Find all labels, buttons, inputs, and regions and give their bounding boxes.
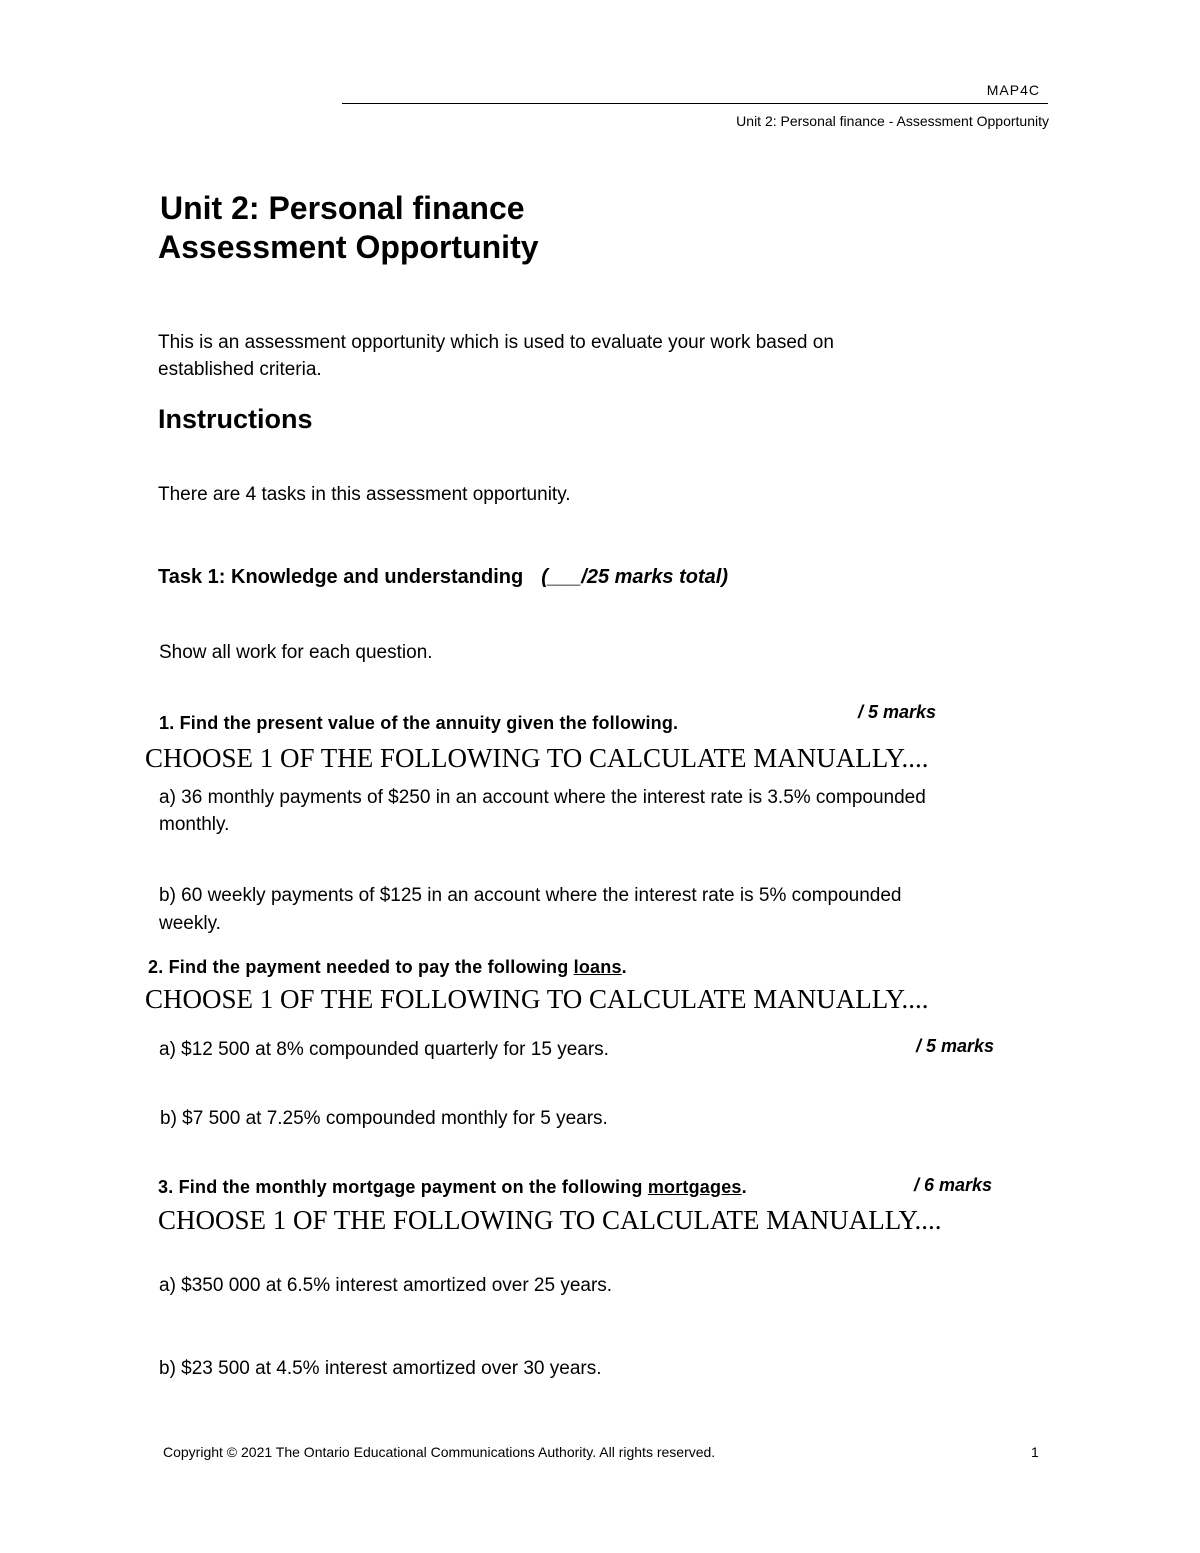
tasks-note: There are 4 tasks in this assessment opportunity.: [158, 484, 571, 505]
intro-line-2: established criteria.: [158, 359, 322, 380]
question-3-option-a: a) $350 000 at 6.5% interest amortized over 25 years.: [159, 1275, 613, 1296]
show-work-note: Show all work for each question.: [159, 642, 433, 663]
question-1-marks: / 5 marks: [858, 702, 937, 722]
footer-page-number: 1: [1031, 1444, 1039, 1460]
question-3-period: .: [741, 1177, 747, 1197]
question-2-period: .: [621, 957, 627, 977]
course-code: MAP4C: [986, 82, 1040, 98]
header-rule: [342, 103, 1048, 104]
question-3-marks: / 6 marks: [914, 1175, 993, 1195]
instructions-heading: Instructions: [158, 404, 313, 434]
footer-copyright: Copyright © 2021 The Ontario Educational Communications Authority. All rights reserved.: [163, 1444, 716, 1460]
question-1-option-b-line-2: weekly.: [159, 913, 221, 934]
intro-line-1: This is an assessment opportunity which is used to evaluate your work based on: [158, 332, 834, 353]
question-2-choose-note: CHOOSE 1 OF THE FOLLOWING TO CALCULATE MANUALLY....: [145, 984, 929, 1014]
question-1-option-a-line-1: a) 36 monthly payments of $250 in an account where the interest rate is 3.5% compounded: [159, 787, 926, 808]
question-1-choose-note: CHOOSE 1 OF THE FOLLOWING TO CALCULATE MANUALLY....: [145, 743, 929, 773]
question-1-option-b-line-1: b) 60 weekly payments of $125 in an account where the interest rate is 5% compounded: [159, 885, 902, 906]
question-2-loans-term: loans: [573, 957, 622, 977]
question-3-choose-note: CHOOSE 1 OF THE FOLLOWING TO CALCULATE MANUALLY....: [158, 1205, 942, 1235]
question-2-text: 2. Find the payment needed to pay the following: [148, 957, 574, 977]
header-subtitle: Unit 2: Personal finance - Assessment Opportunity: [736, 113, 1049, 129]
task1-title: Task 1: Knowledge and understanding: [158, 566, 524, 588]
question-2-marks: / 5 marks: [916, 1036, 995, 1056]
question-3-option-b: b) $23 500 at 4.5% interest amortized over 30 years.: [159, 1358, 602, 1379]
question-1: 1. Find the present value of the annuity given the following.: [159, 713, 679, 733]
task1-heading: [158, 566, 728, 589]
question-3-mortgages-term: mortgages: [647, 1177, 742, 1197]
page-title: Unit 2: Personal finance: [160, 190, 525, 226]
question-2-option-a: a) $12 500 at 8% compounded quarterly for 15 years.: [159, 1039, 609, 1060]
question-3: [158, 1177, 747, 1198]
question-2-option-b: b) $7 500 at 7.25% compounded monthly for 5 years.: [160, 1108, 608, 1129]
question-1-option-a-line-2: monthly.: [159, 814, 230, 835]
page-subtitle: Assessment Opportunity: [158, 229, 539, 265]
task1-total-marks: (___/25 marks total): [541, 566, 728, 588]
question-3-text: 3. Find the monthly mortgage payment on the following: [158, 1177, 648, 1197]
question-2: [148, 957, 627, 978]
